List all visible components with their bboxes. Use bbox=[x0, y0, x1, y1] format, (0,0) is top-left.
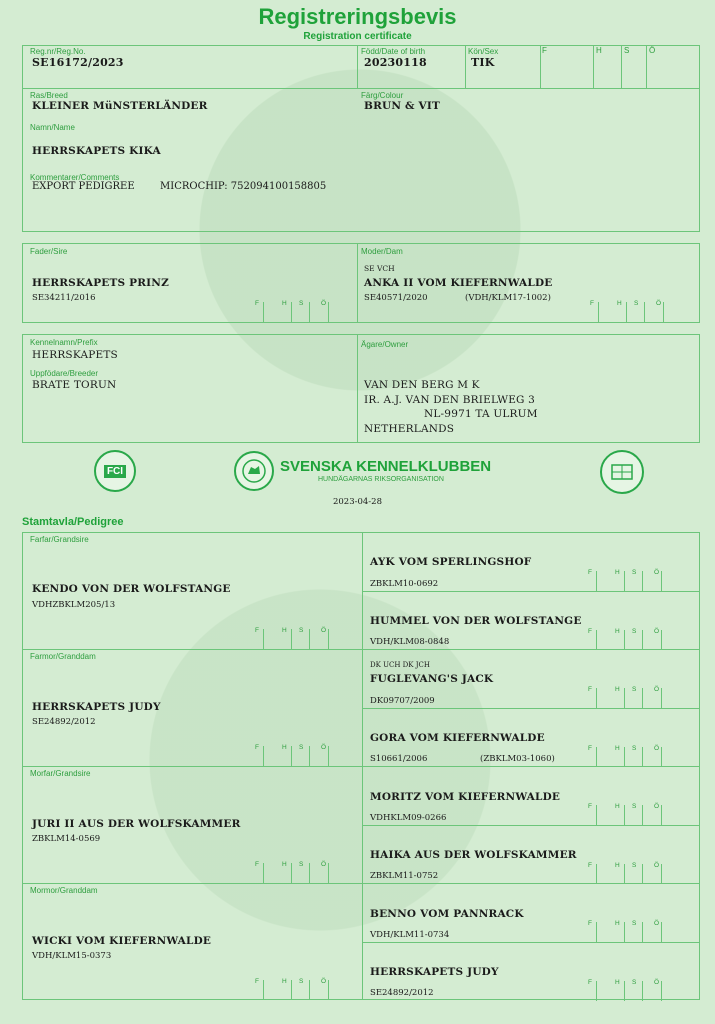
gp3-label: Morfar/Grandsire bbox=[30, 769, 91, 778]
grade-letter: S bbox=[299, 978, 304, 985]
dam-name: ANKA II VOM KIEFERNWALDE bbox=[364, 277, 553, 289]
grade-boxes bbox=[255, 744, 335, 766]
name-label: Namn/Name bbox=[30, 123, 75, 132]
grade-letter: F bbox=[255, 300, 259, 307]
grade-letter: S bbox=[632, 862, 637, 869]
pedigree-title: Stamtavla/Pedigree bbox=[22, 516, 124, 528]
fci-logo bbox=[94, 450, 136, 492]
grade-letter: F bbox=[588, 628, 592, 635]
grade-letter: S bbox=[632, 745, 637, 752]
grade-letter: S bbox=[299, 744, 304, 751]
grade-letter: Ö bbox=[654, 803, 660, 810]
grade-letter: Ö bbox=[321, 300, 327, 307]
grade-letter: H bbox=[617, 300, 622, 307]
breeder-value: BRATE TORUN bbox=[32, 379, 117, 391]
gp2-label: Farmor/Granddam bbox=[30, 652, 96, 661]
owner-line-3: NL-9971 TA ULRUM bbox=[424, 408, 538, 420]
grade-letter: S bbox=[299, 861, 304, 868]
grade-letter: H bbox=[615, 628, 620, 635]
grade-o-label: Ö bbox=[649, 46, 656, 55]
ggp8-reg: SE24892/2012 bbox=[370, 988, 434, 998]
breeder-label: Uppfödare/Breeder bbox=[30, 369, 99, 378]
breed-value: KLEINER MüNSTERLÄNDER bbox=[32, 100, 208, 112]
grade-boxes bbox=[588, 979, 668, 1001]
comment-export: EXPORT PEDIGREE bbox=[32, 181, 135, 192]
grade-boxes bbox=[588, 686, 668, 708]
sire-grades bbox=[255, 300, 335, 322]
grade-letter: H bbox=[615, 920, 620, 927]
grade-boxes bbox=[255, 627, 335, 649]
grade-letter: H bbox=[615, 745, 620, 752]
grade-letter: H bbox=[615, 803, 620, 810]
grade-boxes bbox=[588, 745, 668, 767]
grade-letter: F bbox=[588, 745, 592, 752]
colour-label: Färg/Colour bbox=[361, 91, 404, 100]
grade-letter: S bbox=[299, 300, 304, 307]
grade-letter: S bbox=[299, 627, 304, 634]
page-title: Registreringsbevis bbox=[258, 4, 457, 29]
grade-letter: F bbox=[588, 862, 592, 869]
grade-letter: Ö bbox=[654, 979, 660, 986]
seal-logo bbox=[600, 450, 644, 494]
grade-letter: S bbox=[632, 979, 637, 986]
grade-letter: Ö bbox=[654, 686, 660, 693]
ggp3-title: DK UCH DK JCH bbox=[370, 661, 430, 669]
sire-reg: SE34211/2016 bbox=[32, 293, 96, 303]
dob-value: 20230118 bbox=[364, 56, 427, 69]
grade-letter: Ö bbox=[321, 744, 327, 751]
grade-letter: F bbox=[255, 627, 259, 634]
page-subtitle: Registration certificate bbox=[303, 31, 412, 42]
owner-label: Ägare/Owner bbox=[361, 340, 409, 349]
grade-letter: S bbox=[632, 686, 637, 693]
grade-letter: F bbox=[588, 686, 592, 693]
grade-letter: F bbox=[588, 803, 592, 810]
gp4-name: WICKI VOM KIEFERNWALDE bbox=[32, 935, 212, 947]
dam-grades bbox=[590, 300, 670, 322]
grade-letter: S bbox=[632, 803, 637, 810]
grade-letter: S bbox=[632, 920, 637, 927]
ggp6-name: HAIKA AUS DER WOLFSKAMMER bbox=[370, 849, 577, 861]
grade-boxes bbox=[255, 861, 335, 883]
gp1-reg: VDHZBKLM205/13 bbox=[32, 600, 116, 610]
gp3-name: JURI II AUS DER WOLFSKAMMER bbox=[32, 818, 241, 830]
owner-line-2: IR. A.J. VAN DEN BRIELWEG 3 bbox=[364, 394, 536, 406]
gp1-name: KENDO VON DER WOLFSTANGE bbox=[32, 583, 231, 595]
grade-s-label: S bbox=[624, 46, 630, 55]
grade-letter: S bbox=[632, 569, 637, 576]
regnr-label: Reg.nr/Reg.No. bbox=[30, 47, 86, 56]
grade-letter: H bbox=[615, 569, 620, 576]
owner-line-1: VAN DEN BERG M K bbox=[364, 379, 480, 391]
grade-letter: H bbox=[282, 300, 287, 307]
ggp8-name: HERRSKAPETS JUDY bbox=[370, 966, 499, 978]
grade-letter: Ö bbox=[321, 861, 327, 868]
grade-letter: Ö bbox=[654, 569, 660, 576]
grade-letter: F bbox=[590, 300, 594, 307]
skk-logo bbox=[234, 451, 274, 491]
breed-label: Ras/Breed bbox=[30, 91, 68, 100]
kennel-label: Kennelnamn/Prefix bbox=[30, 338, 98, 347]
grade-boxes bbox=[588, 803, 668, 825]
ggp2-reg: VDH/KLM08-0848 bbox=[370, 637, 450, 647]
gp3-reg: ZBKLM14-0569 bbox=[32, 834, 101, 844]
comment-microchip: MICROCHIP: 752094100158805 bbox=[160, 181, 327, 192]
grade-letter: H bbox=[615, 862, 620, 869]
ggp3-name: FUGLEVANG'S JACK bbox=[370, 673, 494, 685]
ggp5-reg: VDHKLM09-0266 bbox=[370, 813, 447, 823]
ggp7-reg: VDH/KLM11-0734 bbox=[370, 930, 450, 940]
gp4-label: Mormor/Granddam bbox=[30, 886, 98, 895]
grade-letter: F bbox=[588, 569, 592, 576]
gp2-reg: SE24892/2012 bbox=[32, 717, 96, 727]
ggp6-reg: ZBKLM11-0752 bbox=[370, 871, 439, 881]
club-name: SVENSKA KENNELKLUBBEN bbox=[280, 458, 492, 475]
grade-letter: F bbox=[255, 978, 259, 985]
sex-value: TIK bbox=[471, 56, 495, 69]
dam-title: SE VCH bbox=[364, 264, 395, 273]
dob-label: Född/Date of birth bbox=[361, 47, 426, 56]
grade-boxes bbox=[588, 628, 668, 650]
sire-name: HERRSKAPETS PRINZ bbox=[32, 277, 169, 289]
grade-letter: F bbox=[588, 920, 592, 927]
ggp3-reg: DK09707/2009 bbox=[370, 696, 435, 706]
comments-label: Kommentarer/Comments bbox=[30, 173, 120, 182]
grade-letter: F bbox=[255, 861, 259, 868]
ggp4-name: GORA VOM KIEFERNWALDE bbox=[370, 732, 545, 744]
grade-letter: H bbox=[282, 978, 287, 985]
grade-letter: Ö bbox=[654, 745, 660, 752]
owner-box bbox=[22, 334, 700, 443]
ggp1-name: AYK VOM SPERLINGSHOF bbox=[370, 556, 532, 568]
owner-line-4: NETHERLANDS bbox=[364, 423, 455, 435]
sex-label: Kön/Sex bbox=[468, 47, 499, 56]
grade-h-label: H bbox=[596, 46, 602, 55]
dam-reg: SE40571/2020 bbox=[364, 293, 428, 303]
regnr-value: SE16172/2023 bbox=[32, 56, 124, 69]
grade-letter: S bbox=[634, 300, 639, 307]
grade-letter: Ö bbox=[321, 978, 327, 985]
grade-letter: H bbox=[282, 627, 287, 634]
grade-boxes bbox=[588, 920, 668, 942]
gp2-name: HERRSKAPETS JUDY bbox=[32, 701, 161, 713]
ggp4-reg-alt: (ZBKLM03-1060) bbox=[480, 754, 555, 764]
grade-letter: H bbox=[282, 744, 287, 751]
grade-letter: H bbox=[615, 686, 620, 693]
dog-info-box bbox=[22, 45, 700, 232]
grade-letter: F bbox=[588, 979, 592, 986]
grade-boxes bbox=[255, 978, 335, 1000]
ggp5-name: MORITZ VOM KIEFERNWALDE bbox=[370, 791, 561, 803]
ggp4-reg: S10661/2006 bbox=[370, 754, 428, 764]
grade-f-label: F bbox=[542, 46, 547, 55]
grade-boxes bbox=[588, 569, 668, 591]
grade-boxes bbox=[588, 862, 668, 884]
grade-letter: F bbox=[255, 744, 259, 751]
grade-letter: Ö bbox=[654, 920, 660, 927]
fci-logo-text: FCI bbox=[104, 465, 126, 478]
ggp7-name: BENNO VOM PANNRACK bbox=[370, 908, 524, 920]
grade-letter: Ö bbox=[656, 300, 662, 307]
sire-label: Fader/Sire bbox=[30, 247, 68, 256]
grade-letter: Ö bbox=[654, 862, 660, 869]
gp4-reg: VDH/KLM15-0373 bbox=[32, 951, 112, 961]
dam-label: Moder/Dam bbox=[361, 247, 403, 256]
grade-letter: Ö bbox=[321, 627, 327, 634]
name-value: HERRSKAPETS KIKA bbox=[32, 145, 161, 157]
club-subtitle: HUNDÄGARNAS RIKSORGANISATION bbox=[318, 476, 444, 483]
ggp2-name: HUMMEL VON DER WOLFSTANGE bbox=[370, 615, 582, 627]
grade-letter: Ö bbox=[654, 628, 660, 635]
ggp1-reg: ZBKLM10-0692 bbox=[370, 579, 439, 589]
dam-reg-alt: (VDH/KLM17-1002) bbox=[465, 293, 551, 303]
kennel-value: HERRSKAPETS bbox=[32, 349, 118, 361]
grade-letter: H bbox=[282, 861, 287, 868]
colour-value: BRUN & VIT bbox=[364, 100, 441, 112]
gp1-label: Farfar/Grandsire bbox=[30, 535, 89, 544]
grade-letter: H bbox=[615, 979, 620, 986]
issue-date: 2023-04-28 bbox=[332, 497, 382, 507]
grade-letter: S bbox=[632, 628, 637, 635]
